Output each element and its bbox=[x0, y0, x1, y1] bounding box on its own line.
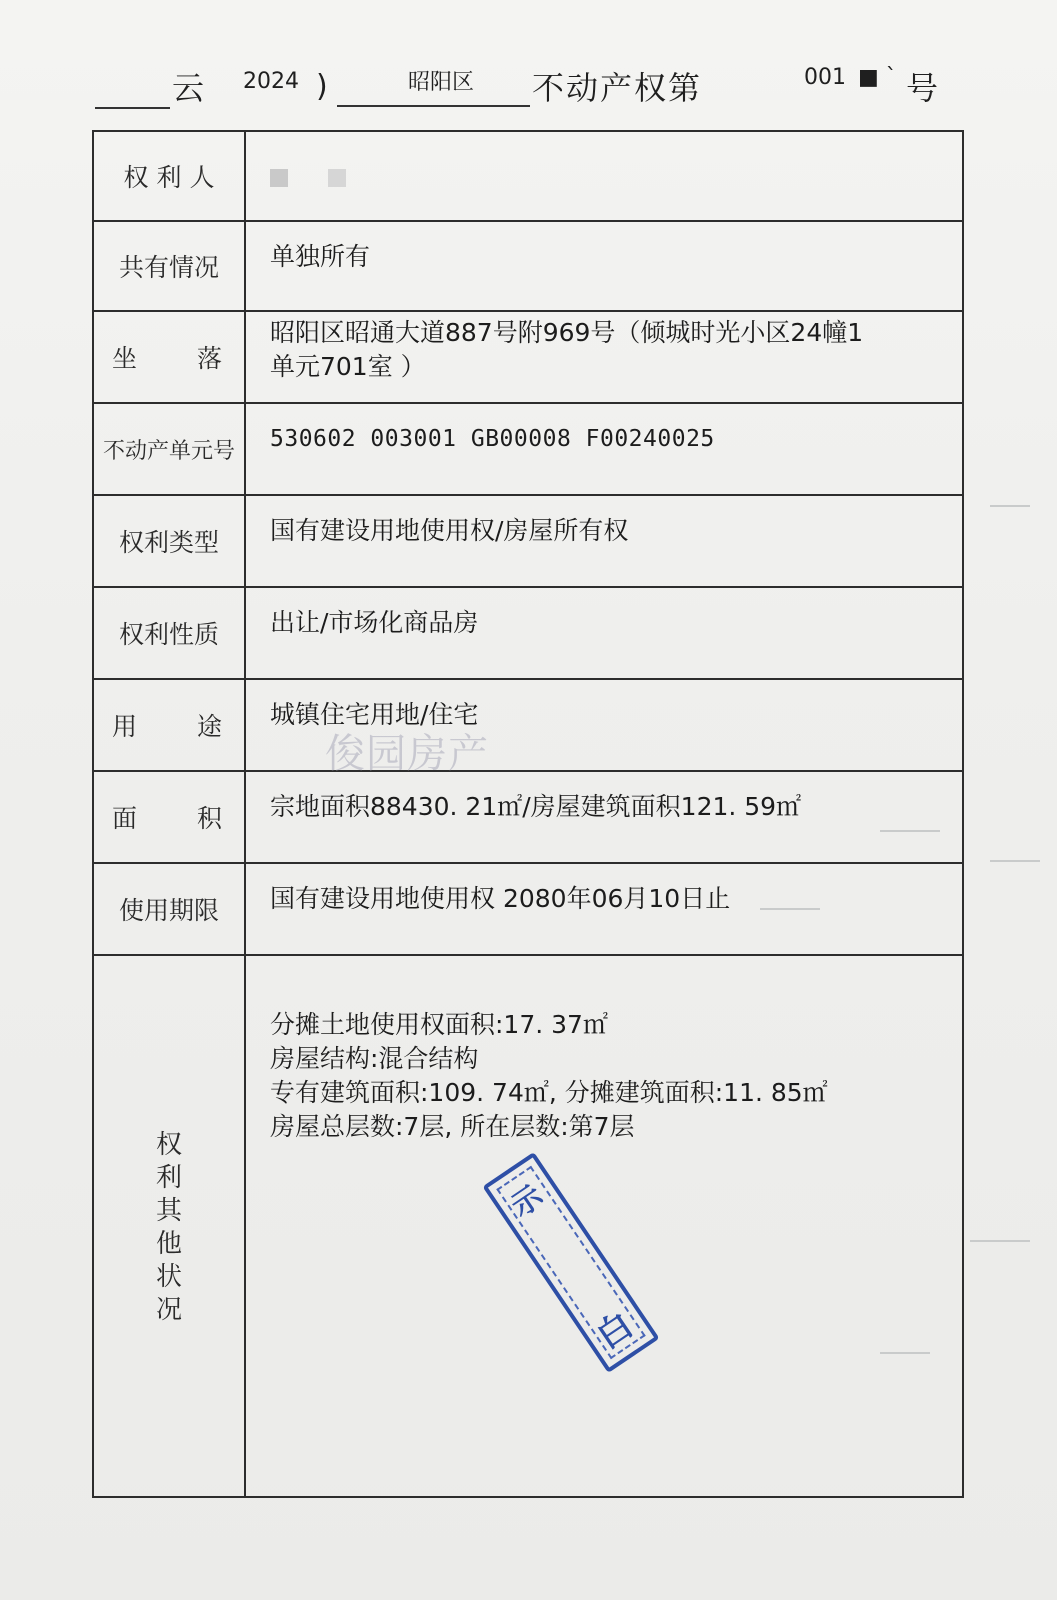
label-right-nature: 权利性质 bbox=[118, 620, 219, 649]
stamp-top-glyph: 示 bbox=[505, 1178, 550, 1225]
label-right-type: 权利类型 bbox=[118, 528, 219, 557]
other-line: 分摊土地使用权面积:17. 37㎡ bbox=[270, 1010, 608, 1039]
property-table bbox=[92, 130, 964, 1498]
label-char: 用 bbox=[112, 712, 138, 741]
value-unit-number: 530602 003001 GB00008 F00240025 bbox=[270, 426, 715, 452]
value-usage: 城镇住宅用地/住宅 bbox=[270, 700, 479, 729]
row-right-type bbox=[94, 496, 962, 588]
edge-mark bbox=[990, 505, 1030, 507]
header-suffix: 号 bbox=[906, 69, 941, 107]
label-char: 积 bbox=[196, 804, 222, 833]
watermark-text: 俊园房产 bbox=[325, 731, 489, 777]
label-other-status bbox=[94, 956, 244, 1500]
edge-mark bbox=[970, 1240, 1030, 1242]
row-unit-number bbox=[94, 404, 962, 496]
label-char: 途 bbox=[196, 712, 222, 741]
row-area bbox=[94, 772, 962, 864]
value-right-nature: 出让/市场化商品房 bbox=[270, 608, 479, 637]
label-term: 使用期限 bbox=[118, 896, 219, 925]
label-other-char: 其 bbox=[155, 1196, 182, 1226]
value-location-line2: 单元701室 ） bbox=[270, 352, 426, 381]
redaction-block bbox=[270, 169, 288, 187]
row-term bbox=[94, 864, 962, 956]
label-other-char: 权 bbox=[155, 1130, 182, 1160]
label-other-char: 他 bbox=[155, 1229, 182, 1259]
value-owner-redacted bbox=[270, 160, 922, 194]
label-char: 坐 bbox=[112, 344, 138, 373]
label-owner: 权 利 人 bbox=[123, 163, 215, 192]
label-char: 面 bbox=[112, 804, 138, 833]
value-location bbox=[270, 316, 922, 384]
redaction-block bbox=[328, 169, 346, 187]
label-area bbox=[94, 772, 244, 862]
value-right-type: 国有建设用地使用权/房屋所有权 bbox=[270, 516, 629, 545]
label-unit-number: 不动产单元号 bbox=[102, 438, 235, 464]
header-number-mark: ■ ` bbox=[858, 65, 897, 90]
other-line: 房屋总层数:7层, 所在层数:第7层 bbox=[270, 1112, 635, 1141]
row-right-nature bbox=[94, 588, 962, 680]
value-area: 宗地面积88430. 21㎡/房屋建筑面积121. 59㎡ bbox=[270, 792, 802, 821]
label-location bbox=[94, 312, 244, 402]
header-district: 昭阳区 bbox=[408, 70, 475, 95]
value-coownership: 单独所有 bbox=[270, 242, 371, 271]
header-title: 不动产权第 bbox=[532, 69, 703, 107]
value-location-line1: 昭阳区昭通大道887号附969号（倾城时光小区24幢1 bbox=[270, 318, 864, 347]
header-number: 001 bbox=[804, 65, 846, 90]
other-line: 房屋结构:混合结构 bbox=[270, 1044, 479, 1073]
other-line: 专有建筑面积:109. 74㎡, 分摊建筑面积:11. 85㎡ bbox=[270, 1078, 828, 1107]
edge-mark bbox=[760, 908, 820, 910]
edge-mark bbox=[880, 1352, 930, 1354]
stamp-bottom-glyph: 白 bbox=[589, 1305, 641, 1358]
label-other-char: 利 bbox=[155, 1163, 182, 1193]
row-coownership bbox=[94, 222, 962, 312]
row-usage bbox=[94, 680, 962, 772]
value-term: 国有建设用地使用权 2080年06月10日止 bbox=[270, 884, 731, 913]
header-prefix-char: 云 bbox=[172, 69, 207, 107]
row-location bbox=[94, 312, 962, 404]
label-usage bbox=[94, 680, 244, 770]
header-underline-prefix bbox=[95, 65, 170, 109]
row-owner bbox=[94, 132, 962, 222]
header-year: 2024 bbox=[243, 69, 299, 94]
header-close-paren: ) bbox=[316, 69, 328, 104]
label-other-char: 状 bbox=[155, 1262, 182, 1292]
label-coownership: 共有情况 bbox=[118, 253, 219, 282]
edge-mark bbox=[990, 860, 1040, 862]
value-other-status bbox=[270, 1008, 922, 1144]
edge-mark bbox=[880, 830, 940, 832]
label-char: 落 bbox=[196, 344, 222, 373]
label-other-char: 况 bbox=[155, 1295, 182, 1325]
certificate-header bbox=[0, 55, 1057, 115]
